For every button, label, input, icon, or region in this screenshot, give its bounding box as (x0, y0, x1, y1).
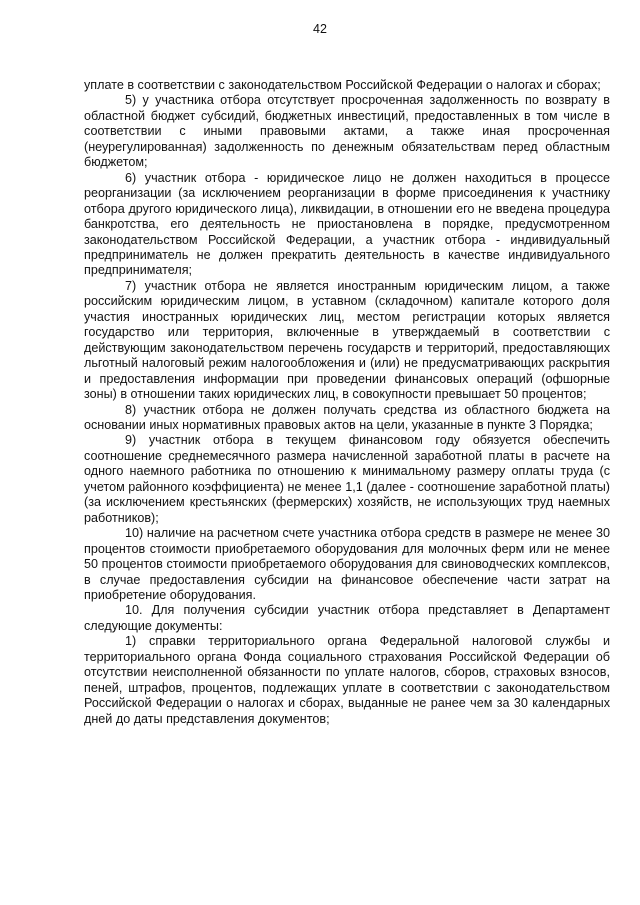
page-number: 42 (313, 22, 327, 36)
paragraph-item-7: 7) участник отбора не является иностранным юридическим лицом, а также российским юридическим лицом, в уставном (складочном) капитале которого доля участия иностранных юридических лиц, местом регистрации которых является государство или территория, включенные в утверждаемый в соответствии с действующим законодательством перечень государств и территорий, предоставляющих льготный налоговый режим налогообложения и (или) не предусматривающих раскрытия и предоставления информации при проведении финансовых операций (офшорные зоны) в отношении таких юридических лиц, в совокупности превышает 50 процентов; (84, 278, 610, 402)
paragraph-item-9: 9) участник отбора в текущем финансовом году обязуется обеспечить соотношение среднемесячного размера начисленной заработной платы в расчете на одного наемного работника по отношению к минимальному размеру оплаты труда (с учетом районного коэффициента) не менее 1,1 (далее - соотношение заработной платы) (за исключением крестьянских (фермерских) хозяйств, не использующих труд наемных работников); (84, 433, 610, 525)
paragraph-item-8: 8) участник отбора не должен получать средства из областного бюджета на основании иных нормативных правовых актов на цели, указанные в пункте 3 Порядка; (84, 402, 610, 432)
paragraph-section-10: 10. Для получения субсидии участник отбора представляет в Департамент следующие документы: (84, 603, 610, 633)
paragraph-item-5: 5) у участника отбора отсутствует просроченная задолженность по возврату в областной бюджет субсидий, бюджетных инвестиций, предоставленных в том числе в соответствии с иными правовыми актами, а также иная просроченная (неурегулированная) задолженность по денежным обязательствам перед областным бюджетом; (84, 93, 610, 170)
paragraph-item-10: 10) наличие на расчетном счете участника отбора средств в размере не менее 30 процентов стоимости приобретаемого оборудования для молочных ферм или не менее 50 процентов стоимости приобретаемого оборудования для свиноводческих комплексов, в случае предоставления субсидии на финансовое обеспечение части затрат на приобретение оборудования. (84, 526, 610, 602)
document-body (84, 78, 610, 727)
paragraph-document-1: 1) справки территориального органа Федеральной налоговой службы и территориального органа Фонда социального страхования Российской Федерации об отсутствии неисполненной обязанности по уплате налогов, сборов, страховых взносов, пеней, штрафов, процентов, подлежащих уплате в соответствии с законодательством Российской Федерации о налогах и сборах, выданные не ранее чем за 30 календарных дней до даты представления документов; (84, 634, 610, 726)
paragraph-item-6: 6) участник отбора - юридическое лицо не должен находиться в процессе реорганизации (за исключением реорганизации в форме присоединения к участнику отбора другого юридического лица), ликвидации, в отношении его не введена процедура банкротства, его деятельность не приостановлена в порядке, предусмотренном законодательством Российской Федерации, а участник отбора - индивидуальный предприниматель не должен прекратить деятельность в качестве индивидуального предпринимателя; (84, 170, 610, 278)
paragraph-tax-fees-continuation: уплате в соответствии с законодательством Российской Федерации о налогах и сборах; (84, 78, 601, 92)
